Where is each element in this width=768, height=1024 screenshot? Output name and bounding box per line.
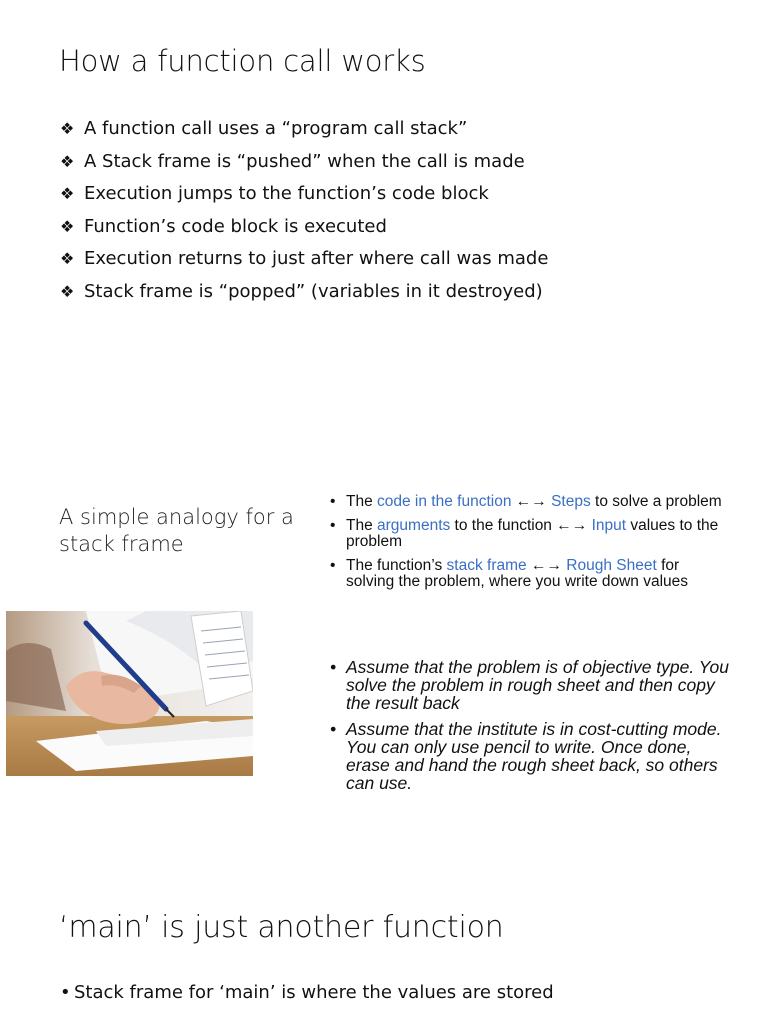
list-item xyxy=(60,214,548,247)
slide-function-call xyxy=(0,0,768,420)
diamond-bullet-icon: ❖ xyxy=(60,151,75,171)
item-text: for solving the problem, where you write down values xyxy=(346,557,689,590)
list-item xyxy=(330,494,730,510)
list-item xyxy=(60,181,548,214)
highlight-term: code in the function xyxy=(377,493,512,510)
list-item-text: Execution returns to just after where call was made xyxy=(84,248,549,269)
slide-title: How a function call works xyxy=(59,44,426,78)
diamond-bullet-icon: ❖ xyxy=(60,281,75,301)
diamond-bullet-icon: ❖ xyxy=(60,249,75,268)
list-item-text: Function’s code block is executed xyxy=(84,215,387,237)
bullet-list xyxy=(60,982,554,1003)
bidirectional-arrow-icon: ←→ xyxy=(530,557,562,574)
list-item-text: A Stack frame is “pushed” when the call is made xyxy=(84,150,525,172)
highlight-term: Rough Sheet xyxy=(566,557,657,574)
list-item: • Stack frame for ‘main’ is where the values are stored xyxy=(60,982,554,1003)
diamond-bullet-icon: ❖ xyxy=(60,119,75,138)
list-item xyxy=(60,279,548,312)
assumption-list xyxy=(330,658,730,800)
list-item-text: Stack frame is “popped” (variables in it destroyed) xyxy=(84,280,543,302)
student-writing-photo xyxy=(6,611,253,776)
item-text: to solve a problem xyxy=(590,493,722,510)
diamond-bullet-icon: ❖ xyxy=(60,216,75,236)
slide-title xyxy=(59,504,294,558)
list-item xyxy=(330,558,730,590)
diamond-bullet-icon: ❖ xyxy=(60,184,75,203)
highlight-term: stack frame xyxy=(446,557,527,574)
list-item xyxy=(330,518,730,550)
list-item xyxy=(60,116,548,149)
item-text: values to the problem xyxy=(346,517,719,550)
item-text: The xyxy=(346,493,378,510)
list-item: • Assume that the institute is in cost-cutting mode. You can only use pencil to write. Once done, erase and hand the rough sheet back, so others can use. xyxy=(330,720,730,792)
title-line: stack frame xyxy=(59,532,184,556)
item-text: to the function xyxy=(450,517,557,534)
list-item xyxy=(60,246,548,279)
bullet-list xyxy=(60,116,548,311)
writing-hand-icon xyxy=(6,611,253,776)
analogy-list xyxy=(330,494,730,598)
highlight-term: arguments xyxy=(377,517,451,534)
list-item xyxy=(60,149,548,182)
item-text: The xyxy=(346,517,378,534)
title-line: A simple analogy for a xyxy=(59,505,294,529)
bidirectional-arrow-icon: ←→ xyxy=(556,517,588,534)
highlight-term: Input xyxy=(591,517,627,534)
slide-analogy xyxy=(0,470,768,850)
slide-title: ‘main’ is just another function xyxy=(59,910,504,945)
highlight-term: Steps xyxy=(551,493,591,510)
list-item: • Assume that the problem is of objective type. You solve the problem in rough sheet and then copy the result back xyxy=(330,658,730,712)
bidirectional-arrow-icon: ←→ xyxy=(515,493,547,510)
item-text: The function’s xyxy=(346,557,447,574)
list-item-text: A function call uses a “program call stack” xyxy=(84,118,468,139)
list-item-text: Execution jumps to the function’s code block xyxy=(84,183,489,204)
slide-main-function xyxy=(0,880,768,1024)
